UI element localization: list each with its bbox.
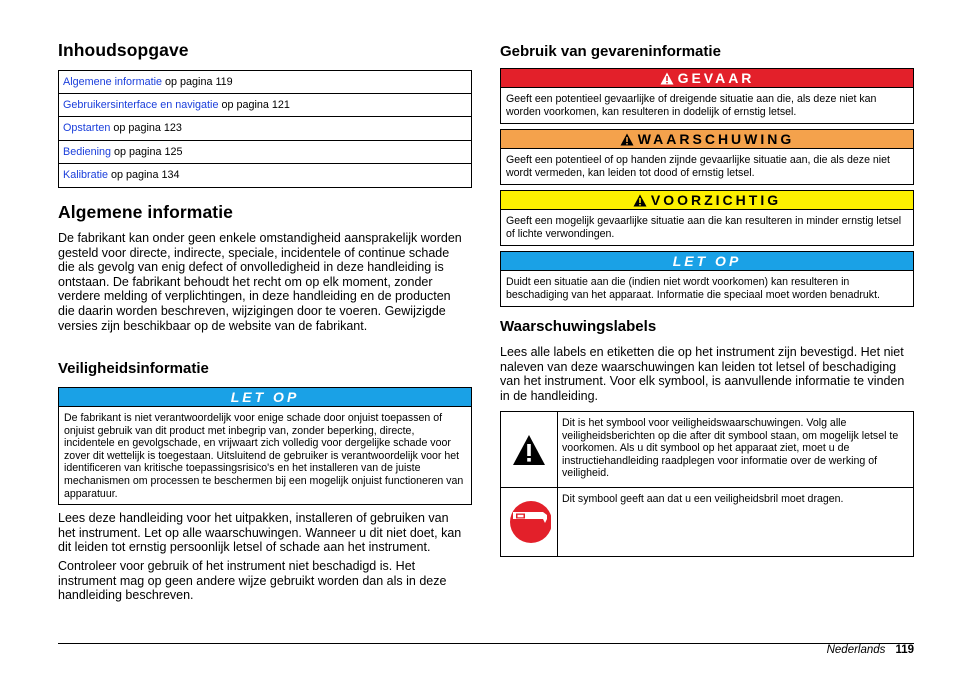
labels-table [500,411,914,557]
label-text: Dit is het symbool voor veiligheidswaarschuwingen. Volg alle veiligheidsberichten op die after dit symbool staan, om mogelijk letsel te voorkomen. Als u dit symbool op het apparaat ziet, moet u de instructiehandleiding raadplegen voor informatie over de werking of veiligheid. [562,417,899,480]
notice-voorzichtig [500,190,914,246]
toc-page-ref: op pagina 134 [108,168,180,181]
toc-title: Inhoudsopgave [58,40,189,60]
notice-body: Geeft een potentieel of op handen zijnde gevaarlijke situatie aan, die als deze niet wordt vermeden, kan leiden tot dood of ernstig letsel. [506,154,890,179]
footer [827,644,914,656]
toc-link-opstarten[interactable]: Opstarten [63,122,111,135]
toc-page-ref: op pagina 125 [111,145,183,158]
notice-header-waarschuwing [501,130,913,149]
toc-row [59,117,471,140]
safety-paragraph-2: Controleer voor gebruik of het instrument niet beschadigd is. Het instrument mag op geen andere wijze gebruikt worden dan als in deze handleiding beschreven. [58,559,447,603]
toc-page-ref: op pagina 121 [218,99,290,112]
labels-paragraph: Lees alle labels en etiketten die op het instrument zijn bevestigd. Het niet naleven van deze waarschuwingen kan leiden tot letsel of beschadiging van het instrument. Voor elk symbool, is aanvullende informatie te vinden in de handleiding. [500,345,905,403]
footer-language: Nederlands [826,644,886,656]
general-title: Algemene informatie [58,202,233,222]
warning-triangle-icon [633,194,647,207]
label-icon-cell [501,488,558,556]
safety-notice [58,387,472,505]
notice-body: Geeft een potentieel gevaarlijke of dreigende situatie aan die, als deze niet kan worden voorkomen, kan resulteren in dodelijk of ernstig letsel. [506,93,877,118]
toc-table [58,70,472,188]
notice-header-voorzichtig [501,191,913,210]
labels-title: Waarschuwingslabels [500,318,657,335]
toc-link-kalibratie[interactable]: Kalibratie [63,168,109,181]
footer-divider [58,643,914,644]
toc-row [59,164,471,187]
notice-gevaar [500,68,914,124]
notice-let-op [500,251,914,307]
notice-header-let-op: LET OP [59,388,471,407]
warning-triangle-icon [660,72,674,85]
safety-title: Veiligheidsinformatie [58,360,209,377]
warning-triangle-icon [620,133,634,146]
page-number: 119 [895,644,914,656]
toc-link-bediening[interactable]: Bediening [63,145,112,158]
notice-label: WAARSCHUWING [637,130,795,147]
hazard-title: Gebruik van gevareninformatie [500,43,721,60]
notice-waarschuwing [500,129,914,185]
notice-label: GEVAAR [677,69,755,86]
toc-link-algemene-informatie[interactable]: Algemene informatie [63,76,163,88]
toc-row [59,141,471,164]
label-text: Dit symbool geeft aan dat u een veiligheidsbril moet dragen. [562,493,844,505]
warning-triangle-icon [512,434,546,466]
toc-page-ref: op pagina 123 [110,122,182,135]
safety-paragraph-1: Lees deze handleiding voor het uitpakken, installeren of gebruiken van het instrument. Let op alle waarschuwingen. Wanneer u dit niet doet, kan dit leiden tot ernstig persoonlijk letsel of schade aan het instrument. [58,511,462,555]
notice-header-gevaar [501,69,913,88]
notice-label: VOORZICHTIG [650,191,782,208]
label-icon-cell [501,412,558,487]
safety-glasses-icon [507,497,551,547]
toc-link-gebruikersinterface[interactable]: Gebruikersinterface en navigatie [63,99,219,112]
notice-body: De fabrikant is niet verantwoordelijk voor enige schade door onjuist toepassen of onjuist gebruik van dit product met inbegrip van, zonder beperking, directe, incidentele en gevolgschade, en vrijwaart zich volledig voor dergelijke schade voor zover dit wettelijk is toegestaan. Uitsluitend de gebruiker is verantwoordelijk voor het identificeren van kritische toepassingsrisico's en het installeren van de juiste mechanismen om processen te beschermen bij een mogelijk onjuist functioneren van apparatuur. [64,412,464,500]
label-row [501,412,913,488]
notice-header-let-op: LET OP [501,252,913,271]
notice-body: Geeft een mogelijk gevaarlijke situatie aan die kan resulteren in minder ernstig letsel of lichte verwondingen. [506,215,902,240]
toc-row [59,71,471,94]
notice-body: Duidt een situatie aan die (indien niet wordt voorkomen) kan resulteren in beschadiging van het apparaat. Informatie die speciaal moet worden benadrukt. [506,276,880,301]
toc-row [59,94,471,117]
label-row [501,488,913,556]
general-paragraph: De fabrikant kan onder geen enkele omstandigheid aansprakelijk worden gesteld voor directe, indirecte, speciale, incidentele of continue schade die als gevolg van enig defect of onvolledigheid in deze handleiding is ontstaan. De fabrikant behoudt het recht om op elk moment, zonder verdere melding of verplichtingen, in deze handleiding en de producten die daarin worden beschreven, wijzigingen door te voeren. Gewijzigde versies zijn beschikbaar op de website van de fabrikant. [58,231,462,333]
toc-page-ref: op pagina 119 [162,76,233,88]
